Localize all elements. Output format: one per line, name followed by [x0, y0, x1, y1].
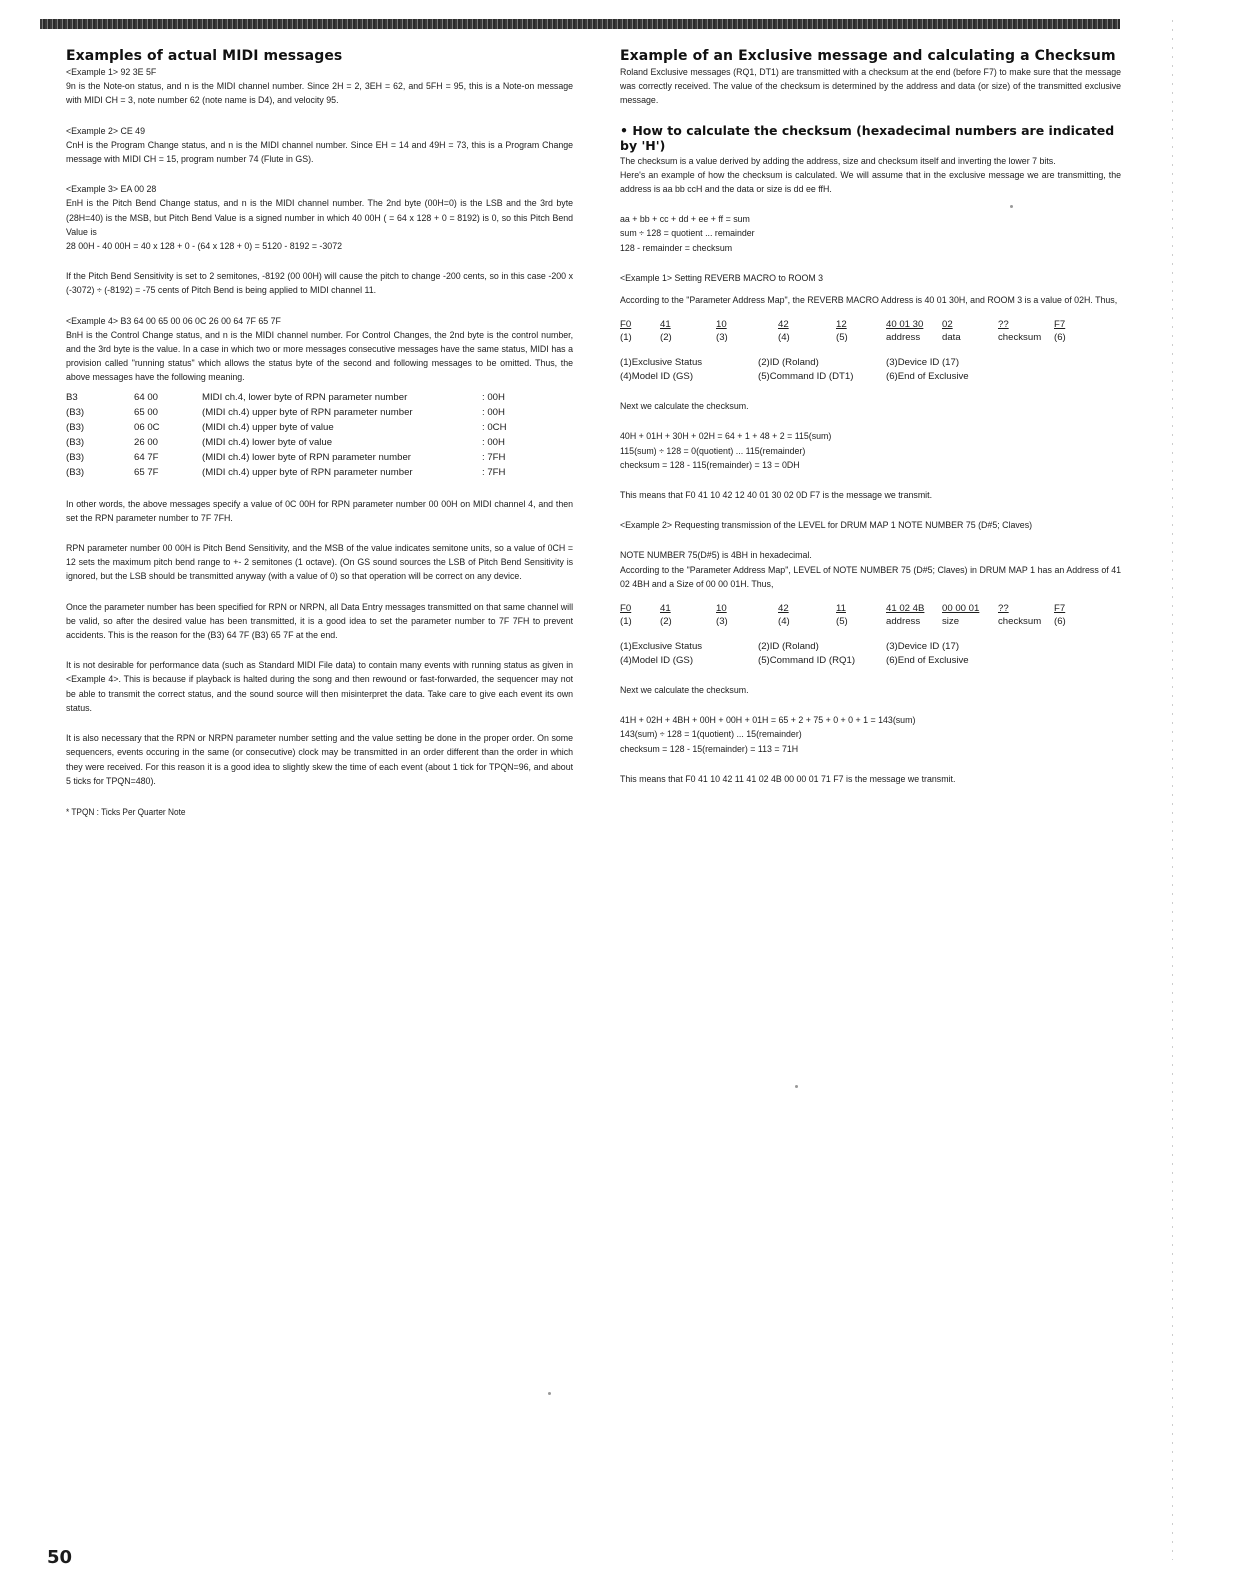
value-cell: : 7FH: [482, 451, 506, 463]
example-1-calc-2: 115(sum) ÷ 128 = 0(quotient) ... 115(remainder): [620, 445, 806, 457]
next-calc: Next we calculate the checksum.: [620, 401, 749, 413]
table-row: [66, 452, 542, 467]
byte-model: 42: [778, 603, 789, 615]
paragraph-rpn: RPN parameter number 00 00H is Pitch Bend Sensitivity, and the MSB of the value indicates semitone units, so a value of 0CH = 12 sets the maximum pitch bend range to +- 2 semitones (1 octave). (On GS sound sources the LSB of Pitch Bend Sensitivity is ignored, but the LSB should be transmitted anyway (with a value of 0) so that operation will be correct on any device.: [66, 543, 574, 583]
table-row: [66, 392, 542, 407]
binding-edge: [1172, 20, 1173, 1560]
byte-id: 41: [660, 319, 671, 331]
legend-item: (4)Model ID (GS): [620, 655, 694, 667]
checksum-label: checksum: [998, 616, 1042, 628]
paragraph-also: It is also necessary that the RPN or NRPN parameter number setting and the value setting be done in the proper order. On some sequencers, events occuring in the same (or consecutive) clock may be transmitted in an order different than the order in which they were received. For this reason it is a good idea to slightly skew the time of each event (about 1 tick for TPQN=96, and about 5 ticks for TPQN=480).: [66, 733, 574, 787]
byte-device: 10: [716, 603, 727, 615]
checksum-bytes: ??: [998, 603, 1009, 615]
howto-text-1: The checksum is a value derived by adding the address, size and checksum itself and inverting the lower 7 bits.: [620, 155, 1056, 167]
address-label: address: [886, 332, 921, 344]
example-2-label: <Example 2> Requesting transmission of the LEVEL for DRUM MAP 1 NOTE NUMBER 75 (D#5; Claves): [620, 520, 1033, 532]
legend-item: (1)Exclusive Status: [620, 641, 703, 653]
data-cell: 64 00: [134, 391, 159, 403]
howto-text-2: Here's an example of how the checksum is calculated. We will assume that in the exclusive message we are transmitting, the address is aa bb ccH and the data or size is dd ee ffH.: [620, 169, 1122, 196]
byte-f7: F7: [1054, 319, 1066, 331]
index-label: (2): [660, 616, 672, 628]
example-2-text: According to the "Parameter Address Map", LEVEL of NOTE NUMBER 75 (D#5; Claves) in DRUM MAP 1 has an Address of 41 02 4BH and a Size of 00 00 01H. Thus,: [620, 564, 1122, 590]
legend-item: (2)ID (Roland): [758, 357, 819, 369]
example-2-note: NOTE NUMBER 75(D#5) is 4BH in hexadecimal.: [620, 550, 812, 562]
address-label: address: [886, 616, 921, 628]
page-number: 50: [47, 1547, 73, 1568]
data-bytes: 02: [942, 319, 953, 331]
example-1-result: This means that F0 41 10 42 12 40 01 30 02 0D F7 is the message we transmit.: [620, 490, 933, 502]
legend-item: (1)Exclusive Status: [620, 357, 703, 369]
size-label: size: [942, 616, 960, 628]
top-rule: [40, 19, 1120, 29]
meaning-cell: (MIDI ch.4) upper byte of RPN parameter number: [202, 406, 413, 418]
example-3-text: EnH is the Pitch Bend Change status, and n is the MIDI channel number. The 2nd byte (00H=0) is the LSB and the 3rd byte (28H=40) is the MSB, but Pitch Bend Value is a signed number in which 40 00H ( = 64 x 128 + 0 = 8192) is 0, so this Pitch Bend Value is: [66, 198, 574, 238]
checksum-bytes: ??: [998, 319, 1009, 331]
legend-1: [620, 356, 1122, 384]
byte-device: 10: [716, 319, 727, 331]
example-3-formula: 28 00H - 40 00H = 40 x 128 + 0 - (64 x 128 + 0) = 5120 - 8192 = -3072: [66, 241, 343, 253]
value-cell: : 00H: [482, 391, 505, 403]
legend-2: [620, 640, 1122, 668]
data-cell: 64 7F: [134, 451, 159, 463]
byte-f0: F0: [620, 319, 632, 331]
right-title: Example of an Exclusive message and calculating a Checksum: [620, 48, 1116, 64]
address-bytes: 40 01 30: [886, 319, 924, 331]
scan-speck: [1010, 205, 1013, 208]
data-cell: 26 00: [134, 436, 159, 448]
example-1-label: <Example 1> Setting REVERB MACRO to ROOM 3: [620, 272, 824, 284]
index-label: (2): [660, 332, 672, 344]
value-cell: : 7FH: [482, 466, 506, 478]
meaning-cell: MIDI ch.4, lower byte of RPN parameter number: [202, 391, 408, 403]
index-label: (3): [716, 332, 728, 344]
index-label: (5): [836, 616, 848, 628]
exclusive-message-1: [620, 318, 1122, 344]
right-column: [620, 48, 1122, 787]
example-2-calc-2: 143(sum) ÷ 128 = 1(quotient) ... 15(remainder): [620, 729, 802, 741]
meaning-cell: (MIDI ch.4) upper byte of value: [202, 421, 334, 433]
left-title: Examples of actual MIDI messages: [66, 48, 343, 64]
footnote: * TPQN : Ticks Per Quarter Note: [66, 806, 186, 817]
index-label: (6): [1054, 616, 1066, 628]
example-2-label: <Example 2> CE 49: [66, 125, 146, 137]
example-1-text: 9n is the Note-on status, and n is the MIDI channel number. Since 2H = 2, 3EH = 62, and 5FH = 95, this is a Note-on message with MIDI CH = 3, note number 62 (note name is D4), and velocity 95.: [66, 81, 574, 107]
table-row: [66, 407, 542, 422]
example-4-label: <Example 4> B3 64 00 65 00 06 0C 26 00 64 7F 65 7F: [66, 315, 281, 327]
calc-line-2: sum ÷ 128 = quotient ... remainder: [620, 228, 755, 240]
data-cell: 65 7F: [134, 466, 159, 478]
data-cell: 06 0C: [134, 421, 160, 433]
legend-item: (6)End of Exclusive: [886, 371, 969, 383]
byte-f7: F7: [1054, 603, 1066, 615]
table-row: [66, 467, 542, 482]
rpn-table: [66, 392, 542, 482]
legend-item: (5)Command ID (RQ1): [758, 655, 856, 667]
meaning-cell: (MIDI ch.4) upper byte of RPN parameter number: [202, 466, 413, 478]
address-bytes: 41 02 4B: [886, 603, 925, 615]
right-intro: Roland Exclusive messages (RQ1, DT1) are transmitted with a checksum at the end (before F7) to make sure that the message was correctly received. The value of the checksum is determined by the address and data (or size) of the transmitted exclusive message.: [620, 67, 1122, 107]
example-1-label: <Example 1> 92 3E 5F: [66, 67, 157, 78]
index-label: (5): [836, 332, 848, 344]
size-bytes: 00 00 01: [942, 603, 980, 615]
howto-title: • How to calculate the checksum (hexadecimal numbers are indicated by 'H'): [620, 122, 1115, 153]
example-2-result: This means that F0 41 10 42 11 41 02 4B 00 00 01 71 F7 is the message we transmit.: [620, 773, 956, 785]
index-label: (4): [778, 616, 790, 628]
status-cell: (B3): [66, 436, 85, 448]
data-label: data: [942, 332, 961, 344]
status-cell: (B3): [66, 466, 85, 478]
example-1-text: According to the "Parameter Address Map", the REVERB MACRO Address is 40 01 30H, and ROOM 3 is a value of 02H. Thus,: [620, 295, 1118, 307]
scan-speck: [795, 1085, 798, 1088]
example-4-text: BnH is the Control Change status, and n is the MIDI channel number. For Control Changes, the 2nd byte is the control number, and the 3rd byte is the value. In a case in which two or more messages consecutive messages have the same status, MIDI has a provision called "running status" which allows the status byte of the second and following messages to be omitted. Thus, the above messages have the following meaning.: [66, 329, 574, 384]
status-cell: (B3): [66, 451, 85, 463]
index-label: (1): [620, 616, 632, 628]
meaning-cell: (MIDI ch.4) lower byte of RPN parameter number: [202, 451, 412, 463]
scan-speck: [548, 1392, 551, 1395]
status-cell: (B3): [66, 406, 85, 418]
example-3-label: <Example 3> EA 00 28: [66, 184, 157, 196]
calc-line-3: 128 - remainder = checksum: [620, 242, 733, 254]
legend-item: (4)Model ID (GS): [620, 371, 694, 383]
next-calc: Next we calculate the checksum.: [620, 685, 749, 697]
legend-item: (6)End of Exclusive: [886, 655, 969, 667]
byte-model: 42: [778, 319, 789, 331]
index-label: (3): [716, 616, 728, 628]
example-2-calc-1: 41H + 02H + 4BH + 00H + 00H + 01H = 65 + 2 + 75 + 0 + 0 + 1 = 143(sum): [620, 715, 916, 727]
byte-command: 12: [836, 319, 847, 331]
byte-f0: F0: [620, 603, 632, 615]
index-label: (1): [620, 332, 632, 344]
legend-item: (3)Device ID (17): [886, 641, 960, 653]
checksum-label: checksum: [998, 332, 1042, 344]
meaning-cell: (MIDI ch.4) lower byte of value: [202, 436, 333, 448]
legend-item: (5)Command ID (DT1): [758, 371, 854, 383]
table-row: [66, 422, 542, 437]
paragraph-not-desirable: It is not desirable for performance data (such as Standard MIDI File data) to contain many events with running status as given in <Example 4>. This is because if playback is halted during the song and then rewound or fast-forwarded, the sequencer may not be able to transmit the correct status, and the sound source will then misinterpret the data. Take care to give each event its own status.: [66, 660, 574, 714]
example-3-note: If the Pitch Bend Sensitivity is set to 2 semitones, -8192 (00 00H) will cause the pitch to change -200 cents, so in this case -200 x (-3072) ÷ (-8192) = -75 cents of Pitch Bend is being applied to MIDI channel 11.: [66, 271, 574, 297]
byte-command: 11: [836, 603, 846, 615]
value-cell: : 0CH: [482, 421, 507, 433]
table-row: [66, 437, 542, 452]
status-cell: B3: [66, 391, 78, 403]
example-2-calc-3: checksum = 128 - 15(remainder) = 113 = 71H: [620, 743, 799, 755]
value-cell: : 00H: [482, 406, 505, 418]
data-cell: 65 00: [134, 406, 159, 418]
value-cell: : 00H: [482, 436, 505, 448]
legend-item: (3)Device ID (17): [886, 357, 960, 369]
left-column: [66, 48, 574, 819]
example-1-calc-3: checksum = 128 - 115(remainder) = 13 = 0DH: [620, 459, 800, 471]
paragraph-other-words: In other words, the above messages specify a value of 0C 00H for RPN parameter number 00 00H on MIDI channel 4, and then set the RPN parameter number to 7F 7FH.: [66, 498, 574, 524]
index-label: (4): [778, 332, 790, 344]
byte-id: 41: [660, 603, 671, 615]
legend-item: (2)ID (Roland): [758, 641, 819, 653]
index-label: (6): [1054, 332, 1066, 344]
exclusive-message-2: [620, 602, 1122, 628]
status-cell: (B3): [66, 421, 85, 433]
example-1-calc-1: 40H + 01H + 30H + 02H = 64 + 1 + 48 + 2 = 115(sum): [620, 431, 832, 443]
paragraph-once: Once the parameter number has been specified for RPN or NRPN, all Data Entry messages transmitted on that same channel will be valid, so after the desired value has been transmitted, it is a good idea to set the parameter number to 7F 7FH to prevent accidents. This is the reason for the (B3) 64 7F (B3) 65 7F at the end.: [66, 601, 574, 642]
calc-line-1: aa + bb + cc + dd + ee + ff = sum: [620, 214, 750, 226]
example-2-text: CnH is the Program Change status, and n is the MIDI channel number. Since EH = 14 and 49H = 73, this is a Program Change message with MIDI CH = 15, program number 74 (Flute in GS).: [66, 139, 574, 166]
